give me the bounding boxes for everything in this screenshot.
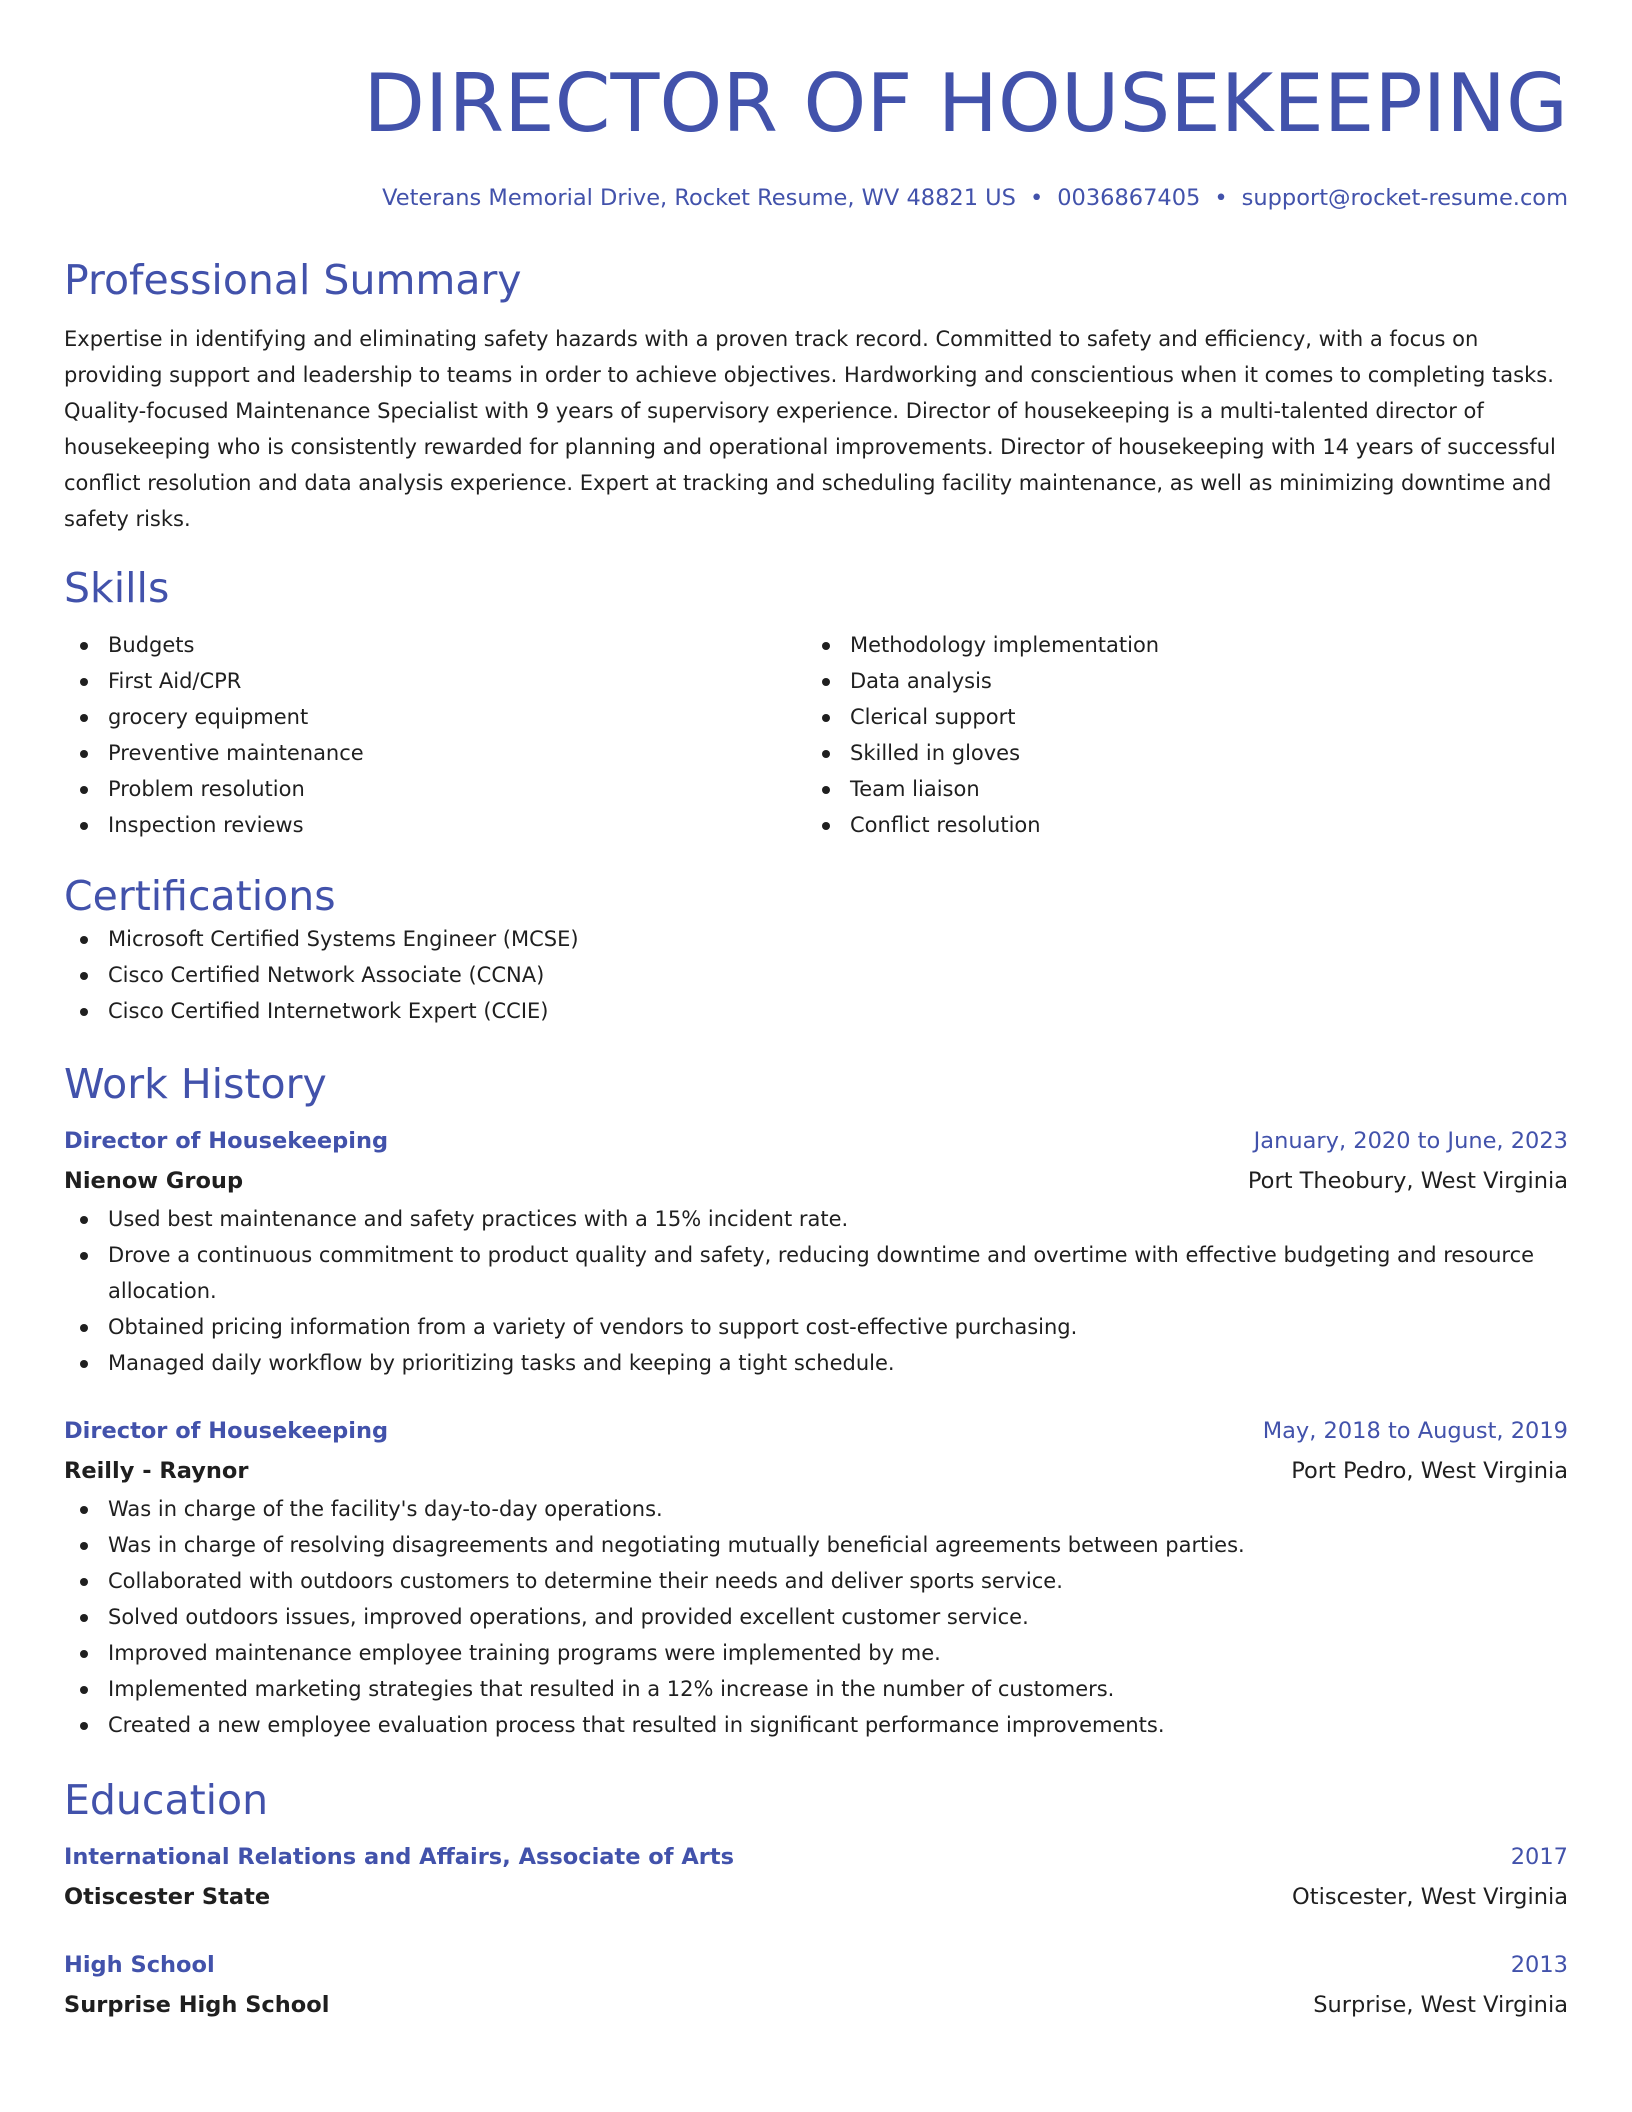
education-entry	[64, 1837, 1568, 1917]
education-degree-row	[64, 1837, 1568, 1877]
job-bullets	[64, 1491, 1568, 1743]
job-bullet: Managed daily workflow by prioritizing tasks and keeping a tight schedule.	[64, 1345, 1568, 1381]
education-year: 2017	[1510, 1844, 1568, 1870]
contact-email[interactable]: support@rocket-resume.com	[1241, 185, 1568, 211]
education-school-row	[64, 1877, 1568, 1917]
job-location: Port Theobury, West Virginia	[1247, 1168, 1568, 1194]
job-title-row	[64, 1411, 1568, 1451]
section-heading-education: Education	[64, 1776, 269, 1824]
job-bullet: Was in charge of resolving disagreements and negotiating mutually beneficial agreements between parties.	[64, 1527, 1568, 1563]
education-school: Surprise High School	[64, 1992, 330, 2018]
job-title-row	[64, 1121, 1568, 1161]
job-bullet: Improved maintenance employee training programs were implemented by me.	[64, 1635, 1568, 1671]
section-heading-certifications: Certifications	[64, 872, 336, 920]
education-school-row	[64, 1985, 1568, 2025]
job-bullet: Implemented marketing strategies that resulted in a 12% increase in the number of customers.	[64, 1671, 1568, 1707]
job-title: Director of Housekeeping	[64, 1128, 389, 1154]
certification-item: Cisco Certified Network Associate (CCNA)	[64, 957, 1568, 993]
contact-separator: •	[1214, 185, 1228, 211]
resume-title: DIRECTOR OF HOUSEKEEPING	[363, 57, 1568, 150]
skill-item: Problem resolution	[64, 771, 806, 807]
skills-grid	[64, 627, 1568, 843]
job-bullet: Solved outdoors issues, improved operations, and provided excellent customer service.	[64, 1599, 1568, 1635]
contact-address: Veterans Memorial Drive, Rocket Resume, WV 48821 US	[382, 185, 1016, 211]
skill-item: Inspection reviews	[64, 807, 806, 843]
skills-list-right	[806, 627, 1568, 843]
job-bullet: Was in charge of the facility's day-to-day operations.	[64, 1491, 1568, 1527]
job-company-row	[64, 1161, 1568, 1201]
certifications-list	[64, 921, 1568, 1029]
job-dates: January, 2020 to June, 2023	[1253, 1128, 1568, 1154]
job-entry	[64, 1121, 1568, 1381]
job-bullet: Drove a continuous commitment to product quality and safety, reducing downtime and overtime with effective budgeting and resource allocation.	[64, 1237, 1568, 1309]
contact-phone: 0036867405	[1057, 185, 1201, 211]
education-location: Surprise, West Virginia	[1313, 1992, 1568, 2018]
job-bullet: Created a new employee evaluation process that resulted in significant performance improvements.	[64, 1707, 1568, 1743]
job-company: Nienow Group	[64, 1168, 244, 1194]
skill-item: Preventive maintenance	[64, 735, 806, 771]
job-company: Reilly - Raynor	[64, 1458, 249, 1484]
skill-item: Clerical support	[806, 699, 1568, 735]
skill-item: Methodology implementation	[806, 627, 1568, 663]
skill-item: Team liaison	[806, 771, 1568, 807]
skill-item: Data analysis	[806, 663, 1568, 699]
summary-paragraph: Expertise in identifying and eliminating safety hazards with a proven track record. Committed to safety and efficiency, with a focus on providing support and leadership to teams in order to achieve objectives. Hardworking and conscientious when it comes to completing tasks. Quality-focused Maintenance Specialist with 9 years of supervisory experience. Director of housekeeping is a multi-talented director of housekeeping who is consistently rewarded for planning and operational improvements. Director of housekeeping with 14 years of successful conflict resolution and data analysis experience. Expert at tracking and scheduling facility maintenance, as well as minimizing downtime and safety risks.	[64, 327, 1556, 531]
contact-info	[64, 183, 1568, 213]
skills-list-left	[64, 627, 806, 843]
contact-separator: •	[1029, 185, 1044, 211]
education-school: Otiscester State	[64, 1884, 271, 1910]
certification-item: Cisco Certified Internetwork Expert (CCIE)	[64, 993, 1568, 1029]
job-bullets	[64, 1201, 1568, 1381]
job-bullet: Collaborated with outdoors customers to determine their needs and deliver sports service.	[64, 1563, 1568, 1599]
section-heading-skills: Skills	[64, 564, 170, 612]
education-entry	[64, 1945, 1568, 2025]
education-degree: High School	[64, 1952, 215, 1978]
job-bullet: Used best maintenance and safety practices with a 15% incident rate.	[64, 1201, 1568, 1237]
certification-item: Microsoft Certified Systems Engineer (MCSE)	[64, 921, 1568, 957]
skill-item: First Aid/CPR	[64, 663, 806, 699]
job-bullet: Obtained pricing information from a variety of vendors to support cost-effective purchasing.	[64, 1309, 1568, 1345]
job-entry	[64, 1411, 1568, 1743]
job-location: Port Pedro, West Virginia	[1291, 1458, 1568, 1484]
education-year: 2013	[1510, 1952, 1568, 1978]
job-dates: May, 2018 to August, 2019	[1262, 1418, 1568, 1444]
job-title: Director of Housekeeping	[64, 1418, 389, 1444]
skill-item: grocery equipment	[64, 699, 806, 735]
skill-item: Budgets	[64, 627, 806, 663]
section-heading-summary: Professional Summary	[64, 256, 522, 304]
job-company-row	[64, 1451, 1568, 1491]
section-heading-work-history: Work History	[64, 1060, 327, 1108]
skill-item: Conflict resolution	[806, 807, 1568, 843]
education-location: Otiscester, West Virginia	[1292, 1884, 1568, 1910]
skill-item: Skilled in gloves	[806, 735, 1568, 771]
education-degree: International Relations and Affairs, Associate of Arts	[64, 1844, 735, 1870]
education-degree-row	[64, 1945, 1568, 1985]
